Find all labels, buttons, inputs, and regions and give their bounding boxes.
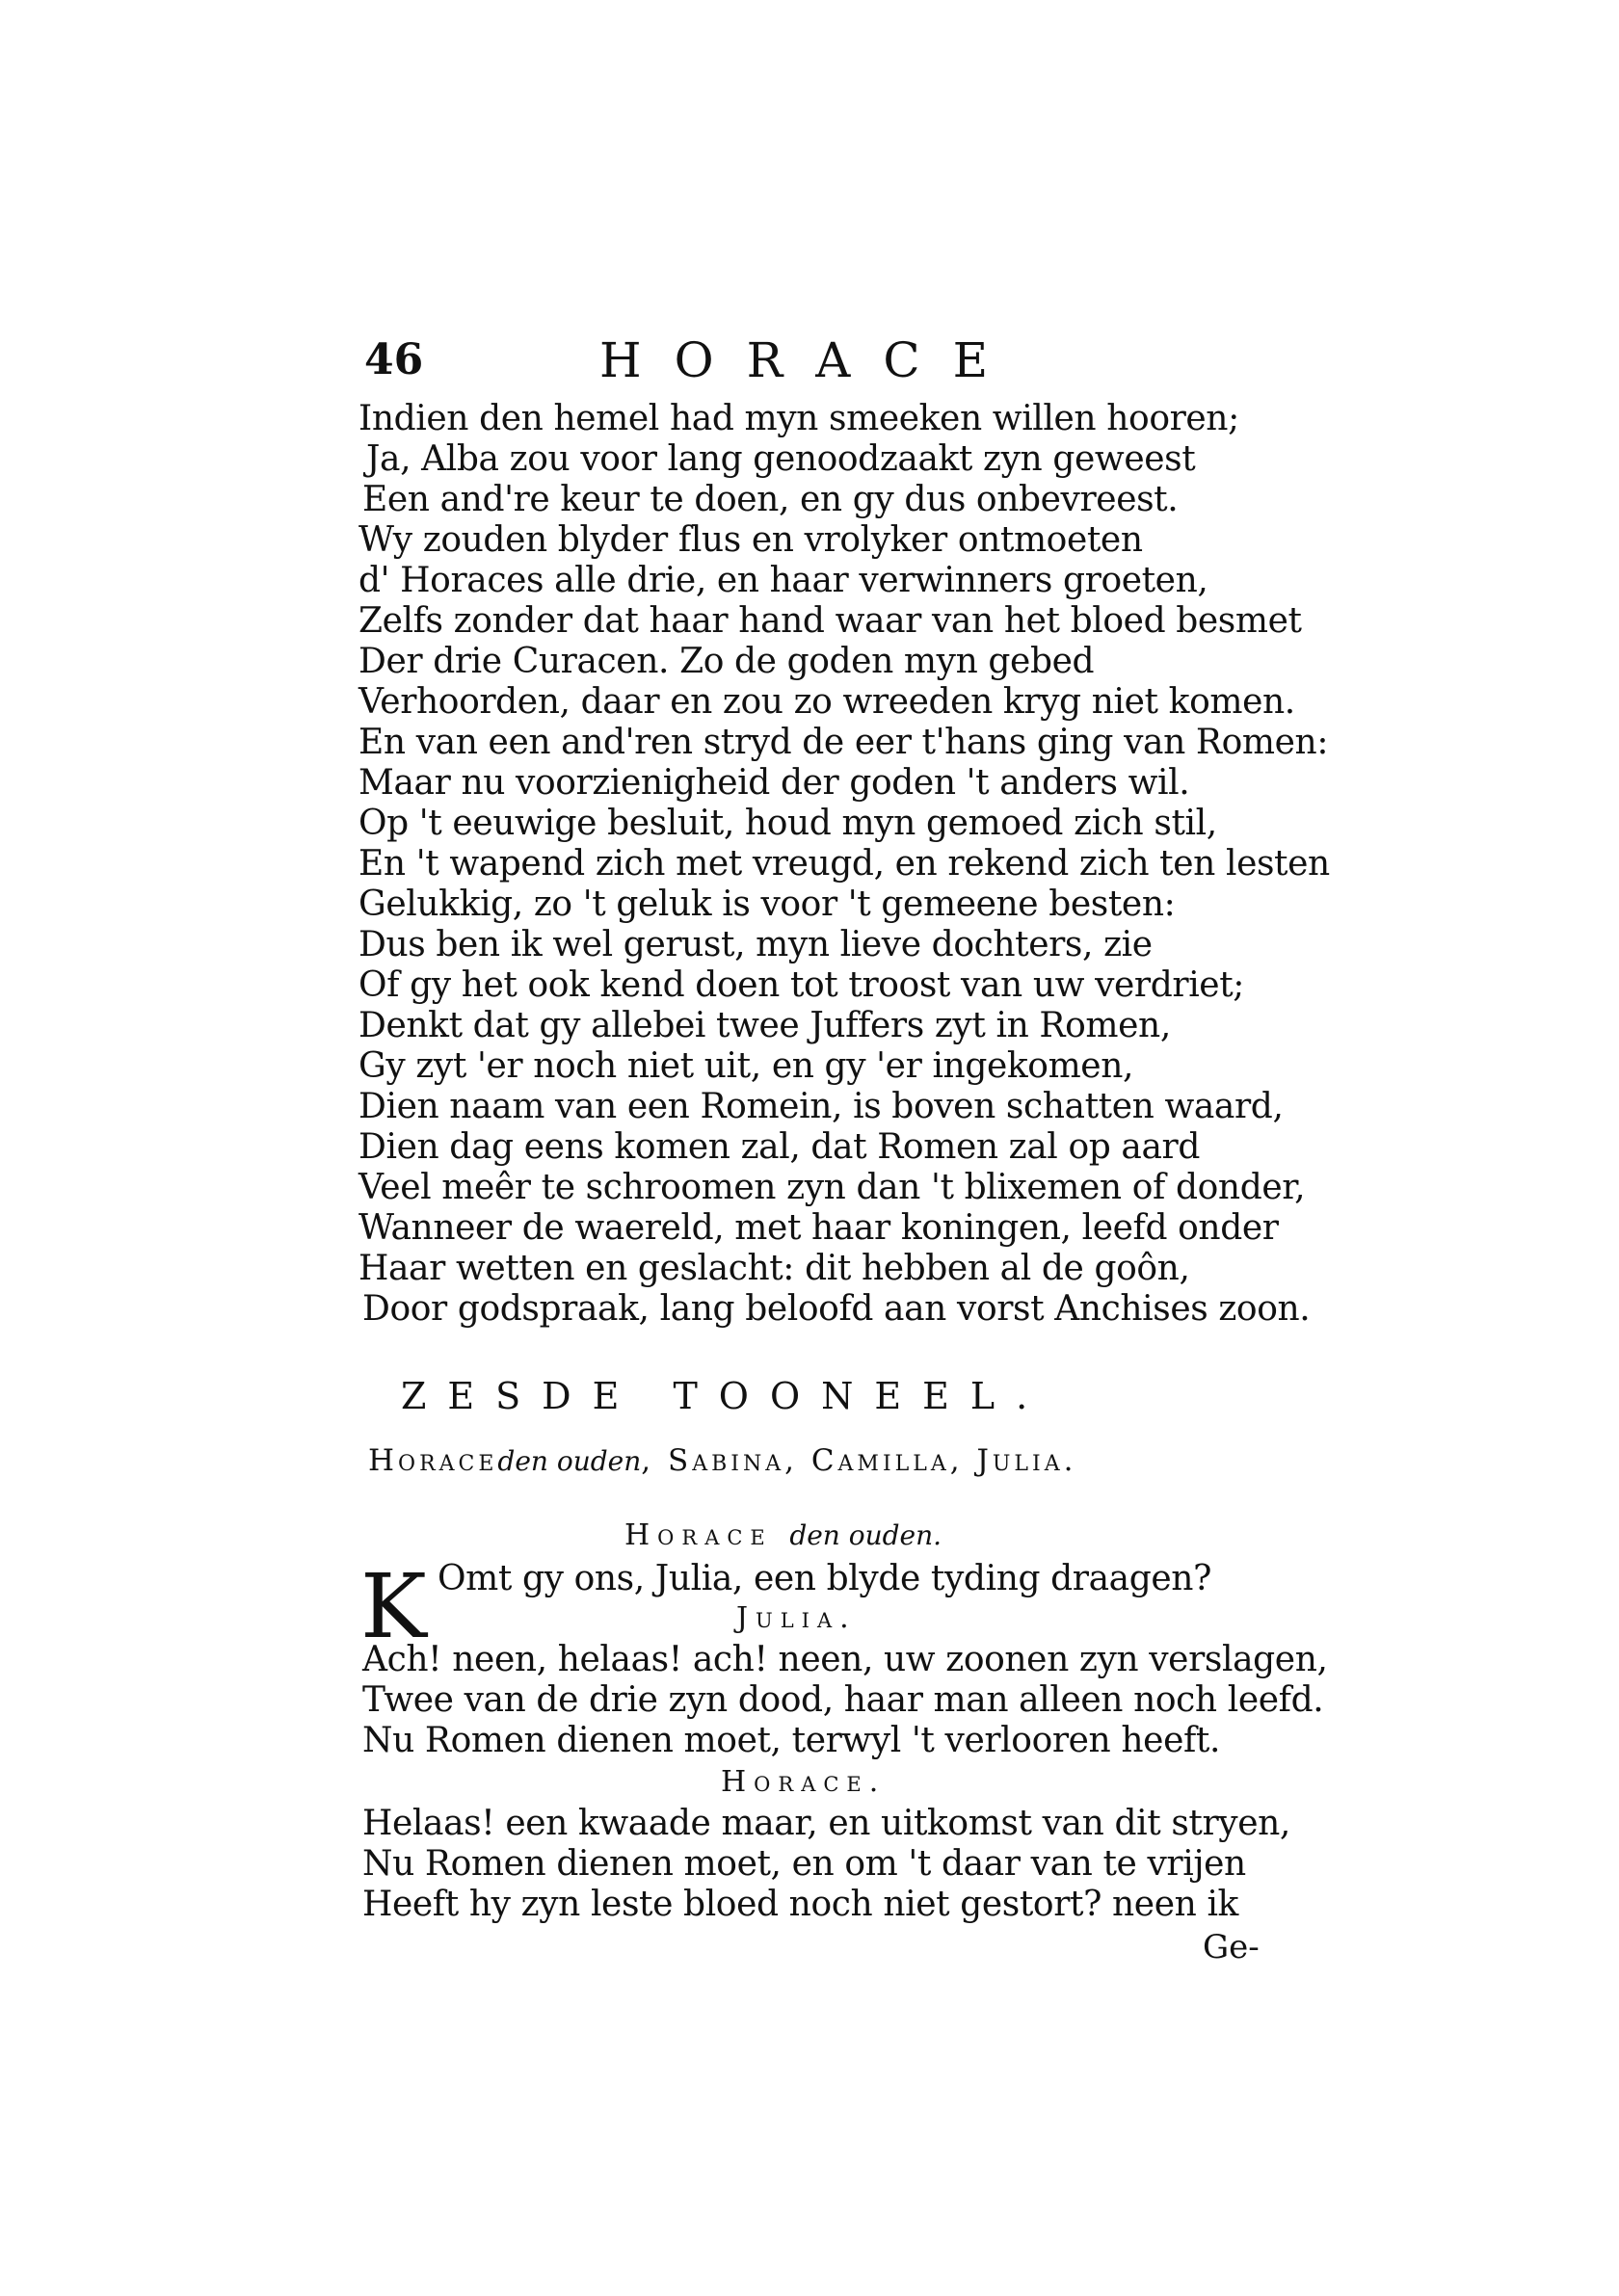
verse-line: Wy zouden blyder flus en vrolyker ontmoeten (358, 520, 1143, 560)
dialogue-line: Nu Romen dienen moet, en om 't daar van te vrijen (362, 1844, 1246, 1884)
verse-line: Dus ben ik wel gerust, myn lieve dochters, zie (358, 925, 1153, 964)
verse-line: Door godspraak, lang beloofd aan vorst Anchises zoon. (362, 1289, 1311, 1329)
page-header (364, 326, 1058, 403)
verse-line: Haar wetten en geslacht: dit hebben al de goôn, (358, 1249, 1190, 1288)
dialogue-line: Ach! neen, helaas! ach! neen, uw zoonen zyn verslagen, (362, 1640, 1328, 1679)
verse-line: En van een and'ren stryd de eer t'hans ging van Romen: (358, 723, 1329, 762)
page-number: 46 (364, 335, 424, 384)
verse-line: Dien naam van een Romein, is boven schatten waard, (358, 1087, 1284, 1126)
speaker-label (624, 1517, 942, 1555)
verse-line: Dien dag eens komen zal, dat Romen zal op aard (358, 1127, 1201, 1167)
verse-line: Veel meêr te schroomen zyn dan 't blixemen of donder, (358, 1168, 1306, 1207)
verse-line: Verhoorden, daar en zou zo wreeden kryg niet komen. (358, 682, 1295, 722)
verse-block (358, 399, 1330, 1330)
drop-cap: K (360, 1555, 427, 1658)
cast-qualifier: den ouden (497, 1445, 642, 1477)
verse-line: Ja, Alba zou voor lang genoodzaakt zyn geweest (366, 439, 1196, 479)
verse-line: Een and're keur te doen, en gy dus onbevreest. (362, 480, 1179, 519)
verse-line: Zelfs zonder dat haar hand waar van het bloed besmet (358, 601, 1302, 641)
verse-line: Of gy het ook kend doen tot troost van uw verdriet; (358, 965, 1245, 1005)
cast-rest: , Sabina, Camilla, Julia. (641, 1443, 1077, 1478)
speaker-label (736, 1599, 857, 1638)
dialogue-line: Omt gy ons, Julia, een blyde tyding draagen? (438, 1559, 1211, 1598)
verse-line: Maar nu voorzienigheid der goden 't anders wil. (358, 763, 1190, 803)
cast-main: Horace (368, 1443, 498, 1478)
verse-line: Wanneer de waereld, met haar koningen, leefd onder (358, 1208, 1279, 1248)
verse-line: Indien den hemel had myn smeeken willen hooren; (358, 399, 1239, 438)
speaker-label (721, 1763, 886, 1802)
speaker-name: Horace (624, 1518, 773, 1552)
verse-line: En 't wapend zich met vreugd, en rekend zich ten lesten (358, 844, 1330, 884)
speaker-name: Horace. (721, 1765, 887, 1799)
verse-line: Gy zyt 'er noch niet uit, en gy 'er ingekomen, (358, 1046, 1134, 1086)
catchword: Ge- (1203, 1928, 1260, 1966)
cast-list (368, 1439, 1293, 1483)
speaker-name: Julia. (736, 1601, 857, 1635)
verse-line: Gelukkig, zo 't geluk is voor 't gemeene besten: (358, 884, 1176, 924)
scene-title: ZESDE TOONEEL. (401, 1375, 1049, 1417)
verse-line: Denkt dat gy allebei twee Juffers zyt in Romen, (358, 1006, 1171, 1045)
dialogue-line: Twee van de drie zyn dood, haar man alleen noch leefd. (362, 1680, 1324, 1720)
speaker-qualifier: den ouden. (789, 1519, 942, 1551)
dialogue-line: Nu Romen dienen moet, terwyl 't verlooren heeft. (362, 1721, 1221, 1760)
verse-line: d' Horaces alle drie, en haar verwinners groeten, (358, 561, 1208, 600)
verse-line: Der drie Curacen. Zo de goden myn gebed (358, 642, 1095, 681)
dialogue-line: Helaas! een kwaade maar, en uitkomst van dit stryen, (362, 1804, 1290, 1843)
running-title: HORACE (599, 332, 1022, 388)
dialogue-line: Heeft hy zyn leste bloed noch niet gestort? neen ik (362, 1885, 1238, 1924)
verse-line: Op 't eeuwige besluit, houd myn gemoed zich stil, (358, 804, 1217, 843)
